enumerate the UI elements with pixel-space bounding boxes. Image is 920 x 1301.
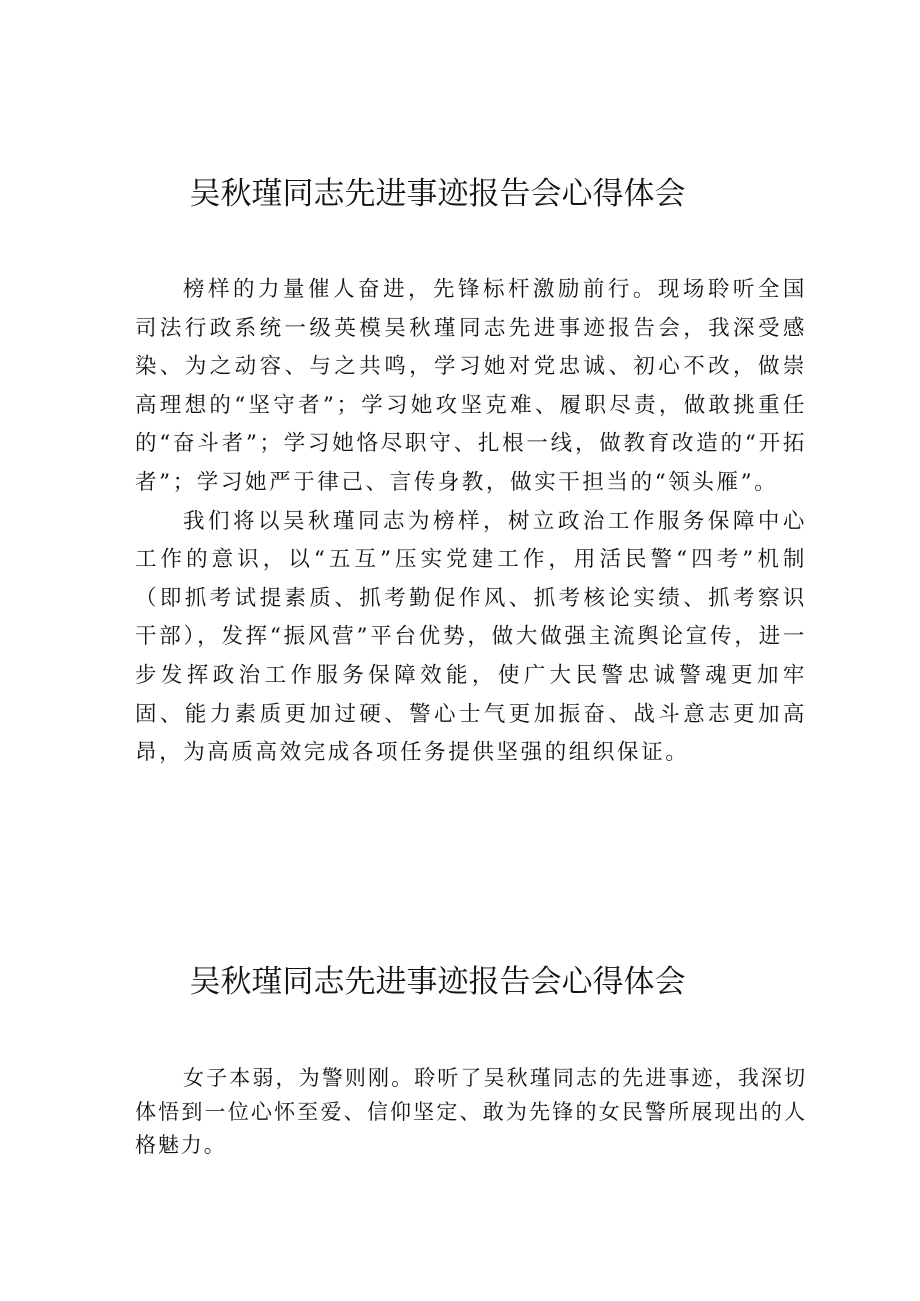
- paragraph: 女子本弱，为警则刚。聆听了吴秋瑾同志的先进事迹，我深切体悟到一位心怀至爱、信仰坚定、敢为先锋的女民警所展现出的人格魅力。: [135, 1066, 807, 1157]
- article-title-1: 吴秋瑾同志先进事迹报告会心得体会: [189, 176, 686, 212]
- paragraph: 我们将以吴秋瑾同志为榜样，树立政治工作服务保障中心工作的意识，以“五互”压实党建工作，用活民警“四考”机制（即抓考试提素质、抓考勤促作风、抓考核论实绩、抓考察识干部），发挥“振风营”平台优势，做大做强主流舆论宣传，进一步发挥政治工作服务保障效能，使广大民警忠诚警魂更加牢固、能力素质更加过硬、警心士气更加振奋、战斗意志更加高昂，为高质高效完成各项任务提供坚强的组织保证。: [135, 508, 807, 766]
- article-body-2: [135, 1062, 807, 1163]
- article-title-2: 吴秋瑾同志先进事迹报告会心得体会: [189, 964, 686, 1000]
- article-body-1: [135, 271, 807, 773]
- paragraph: 榜样的力量催人奋进，先锋标杆激励前行。现场聆听全国司法行政系统一级英模吴秋瑾同志先进事迹报告会，我深受感染、为之动容、与之共鸣，学习她对党忠诚、初心不改，做崇高理想的“坚守者”；学习她攻坚克难、履职尽责，做敢挑重任的“奋斗者”；学习她恪尽职守、扎根一线，做教育改造的“开拓者”；学习她严于律己、言传身教，做实干担当的“领头雁”。: [135, 277, 807, 495]
